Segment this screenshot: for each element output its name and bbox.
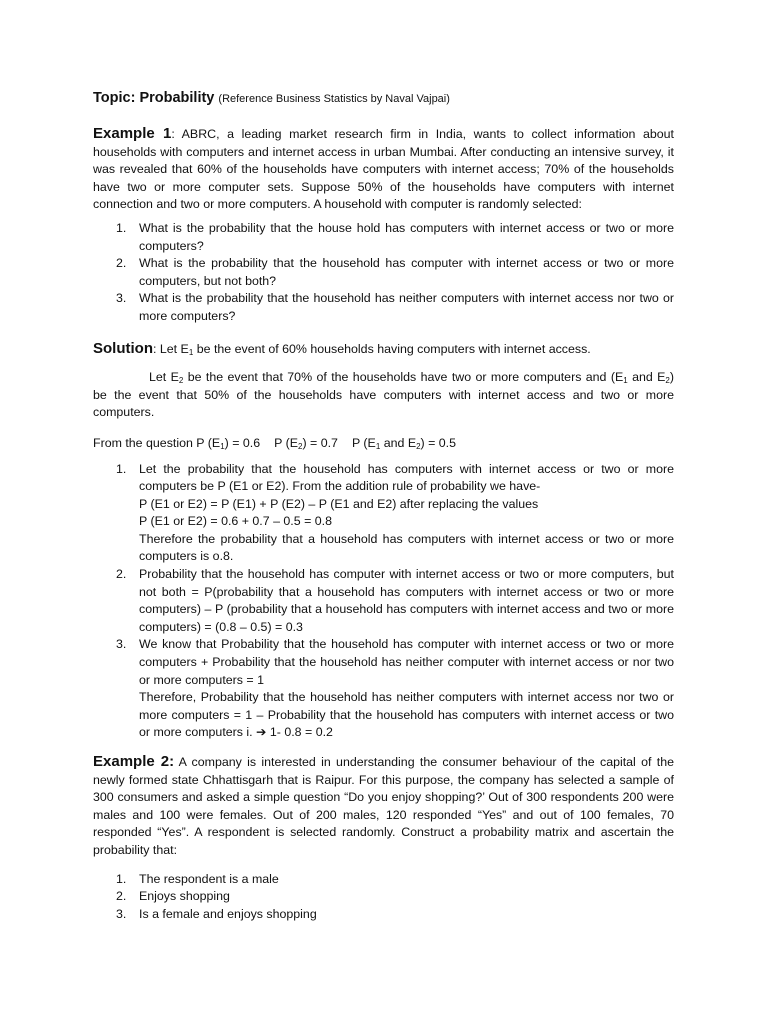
list-item bbox=[93, 888, 674, 906]
solution-text: Let E bbox=[149, 370, 179, 385]
subscript: 1 bbox=[623, 376, 628, 386]
item-text: Is a female and enjoys shopping bbox=[139, 906, 317, 921]
example1-questions bbox=[93, 220, 674, 326]
question-text: What is the probability that the household has computer with internet access or two or more computers, but not both? bbox=[139, 256, 674, 288]
solution-text: be the event of 60% households having computers with internet access. bbox=[193, 341, 591, 356]
given-text: P (E bbox=[351, 435, 376, 450]
list-item bbox=[93, 871, 674, 889]
solution-answers bbox=[93, 461, 674, 743]
solution-text: : Let E bbox=[153, 341, 189, 356]
solution-text: ) be the event that 50% of the households have computers with internet access and two or more computers. bbox=[93, 370, 674, 420]
given-text: From the question P (E bbox=[93, 435, 221, 450]
question-number: 2. bbox=[116, 256, 127, 271]
given-text: P (E bbox=[274, 435, 298, 450]
example1-text: : ABRC, a leading market research firm in India, wants to collect information about households with computers and internet access in urban Mumbai. After conducting an intensive survey, it was revealed that 60% of the households have computers with internet access; 70% of the households have two or more computer sets. Suppose 50% of the households have computers with internet connection and two or more computers. A household with computer is randomly selected: bbox=[93, 127, 674, 212]
question-item bbox=[93, 220, 674, 255]
answer-line: Let the probability that the household has computers with internet access or two or more computers be P (E1 or E2). From the addition rule of probability we have- bbox=[139, 461, 674, 494]
example2-text: A company is interested in understanding the consumer behaviour of the capital of the newly formed state Chhattisgarh that is Raipur. For this purpose, the company has selected a sample of 300 consumers and asked a simple question “Do you enjoy shopping?’ Out of 300 respondents 200 were males and 100 were females. Out of 200 males, 120 responded “Yes” and out of 100 females, 70 responded “Yes”. A respondent is selected randomly. Construct a probability matrix and ascertain the probability that: bbox=[93, 755, 674, 857]
given-text: and E bbox=[380, 435, 417, 450]
solution-line bbox=[93, 340, 674, 359]
given-text: ) = 0.5 bbox=[420, 435, 457, 450]
given-text: ) = 0.7 bbox=[302, 435, 338, 450]
subscript: 1 bbox=[220, 441, 225, 451]
question-number: 1. bbox=[116, 220, 127, 235]
example1-paragraph bbox=[93, 125, 674, 214]
topic-reference: (Reference Business Statistics by Naval Vajpai) bbox=[218, 93, 450, 105]
subscript: 1 bbox=[188, 347, 194, 357]
given-text: ) = 0.6 bbox=[224, 435, 261, 450]
question-text: What is the probability that the household has neither computers with internet access nor two or more computers? bbox=[139, 291, 674, 323]
solution-heading: Solution bbox=[93, 339, 153, 357]
question-number: 3. bbox=[116, 291, 127, 306]
subscript: 2 bbox=[665, 376, 670, 386]
item-number: 1. bbox=[116, 871, 127, 886]
answer-line: Therefore the probability that a household has computers with internet access or two or more computers is o.8. bbox=[139, 531, 674, 564]
answer-item bbox=[93, 566, 674, 636]
solution-text: and E bbox=[627, 370, 666, 385]
subscript: 1 bbox=[375, 441, 381, 451]
item-text: Enjoys shopping bbox=[139, 889, 230, 904]
subscript: 2 bbox=[416, 441, 421, 451]
answer-item bbox=[93, 636, 674, 742]
given-probabilities bbox=[93, 435, 674, 453]
question-item bbox=[93, 290, 674, 325]
answer-item bbox=[93, 461, 674, 567]
topic-title: Topic: Probability bbox=[93, 90, 215, 106]
item-text: The respondent is a male bbox=[139, 871, 279, 886]
answer-number: 2. bbox=[116, 567, 127, 582]
subscript: 2 bbox=[298, 441, 303, 451]
example2-heading: Example 2: bbox=[93, 753, 175, 770]
subscript: 2 bbox=[178, 376, 184, 386]
example2-items bbox=[93, 871, 674, 924]
answer-line: Probability that the household has computer with internet access or two or more computers, but not both = P(probability that a household has computers with internet access or two or more computers) – P (probability that a household has computers with internet access and two or more computers) = (0.8 – 0.5) = 0.3 bbox=[139, 567, 674, 634]
list-item bbox=[93, 906, 674, 924]
document-page bbox=[93, 88, 674, 923]
answer-number: 1. bbox=[116, 461, 127, 476]
example1-heading: Example 1 bbox=[93, 125, 172, 142]
topic-line bbox=[93, 88, 674, 109]
answer-line: Therefore, Probability that the household has neither computers with internet access nor two or more computers = 1 – Probability that the household has computers with internet access or two or more computers i. ➔ 1- 0.8 = 0.2 bbox=[139, 690, 674, 740]
item-number: 3. bbox=[116, 906, 127, 921]
solution-paragraph-2 bbox=[93, 369, 674, 422]
item-number: 2. bbox=[116, 889, 127, 904]
answer-line: We know that Probability that the household has computer with internet access or two or more computers + Probability that the household has neither computer with internet access or nor two or more computers = 1 bbox=[139, 637, 674, 687]
answer-number: 3. bbox=[116, 637, 127, 652]
question-text: What is the probability that the house hold has computers with internet access or two or more computers? bbox=[139, 220, 674, 253]
question-item bbox=[93, 255, 674, 290]
answer-line: P (E1 or E2) = P (E1) + P (E2) – P (E1 and E2) after replacing the values bbox=[139, 496, 539, 511]
solution-text: be the event that 70% of the households have two or more computers and (E bbox=[183, 370, 624, 385]
example2-paragraph bbox=[93, 753, 674, 860]
answer-line: P (E1 or E2) = 0.6 + 0.7 – 0.5 = 0.8 bbox=[139, 514, 332, 529]
